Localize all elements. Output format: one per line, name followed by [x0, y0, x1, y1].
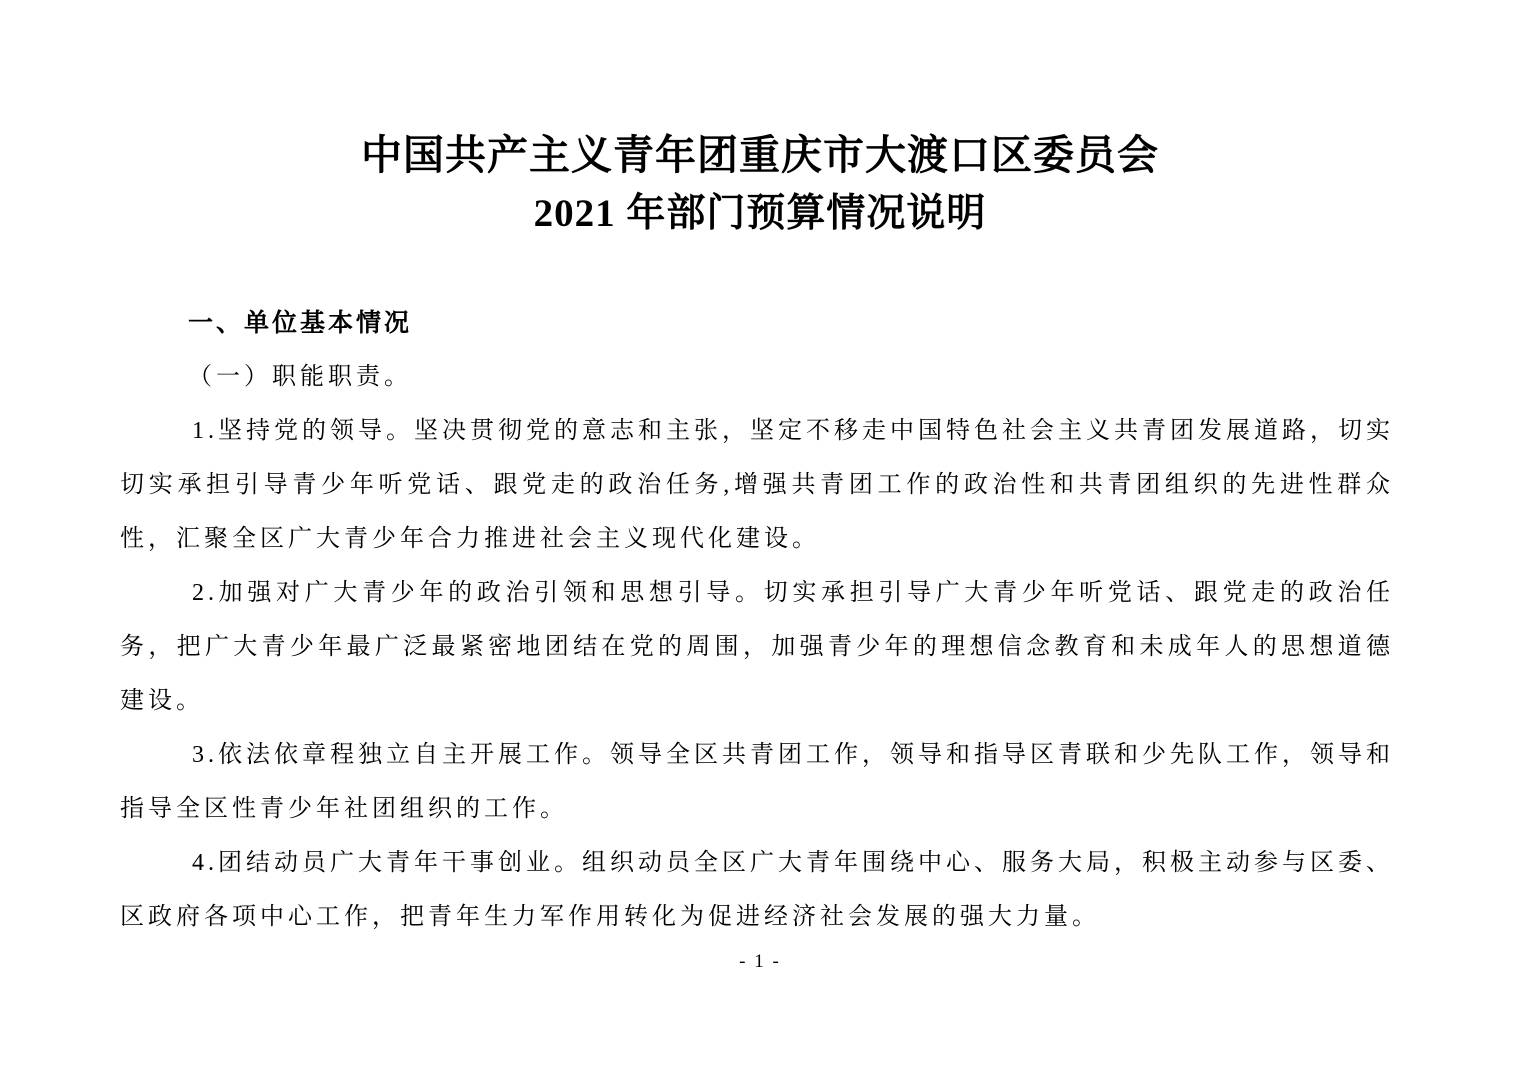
subsection-heading: （一）职能职责。 [188, 364, 412, 390]
document-header [0, 0, 1520, 238]
paragraph-duty-4: 4.团结动员广大青年干事创业。组织动员全区广大青年围绕中心、服务大局，积极主动参与区委、区政府各项中心工作，把青年生力军作用转化为促进经济社会发展的强大力量。 [120, 850, 1394, 930]
document-title-line2: 2021 年部门预算情况说明 [533, 192, 987, 235]
document-body [120, 296, 1394, 944]
document-title-line1: 中国共产主义青年团重庆市大渡口区委员会 [361, 132, 1159, 178]
page-footer [0, 948, 1520, 976]
paragraph-duty-2: 2.加强对广大青少年的政治引领和思想引导。切实承担引导广大青少年听党话、跟党走的政治任务，把广大青少年最广泛最紧密地团结在党的周围，加强青少年的理想信念教育和未成年人的思想道德建设。 [120, 580, 1394, 714]
page-number: - 1 - [739, 951, 781, 972]
paragraph-duty-1: 1.坚持党的领导。坚决贯彻党的意志和主张，坚定不移走中国特色社会主义共青团发展道路，切实切实承担引导青少年听党话、跟党走的政治任务,增强共青团工作的政治性和共青团组织的先进性群众性，汇聚全区广大青少年合力推进社会主义现代化建设。 [120, 418, 1394, 552]
paragraph-duty-3: 3.依法依章程独立自主开展工作。领导全区共青团工作，领导和指导区青联和少先队工作，领导和指导全区性青少年社团组织的工作。 [120, 742, 1394, 822]
section-heading: 一、单位基本情况 [188, 309, 413, 337]
